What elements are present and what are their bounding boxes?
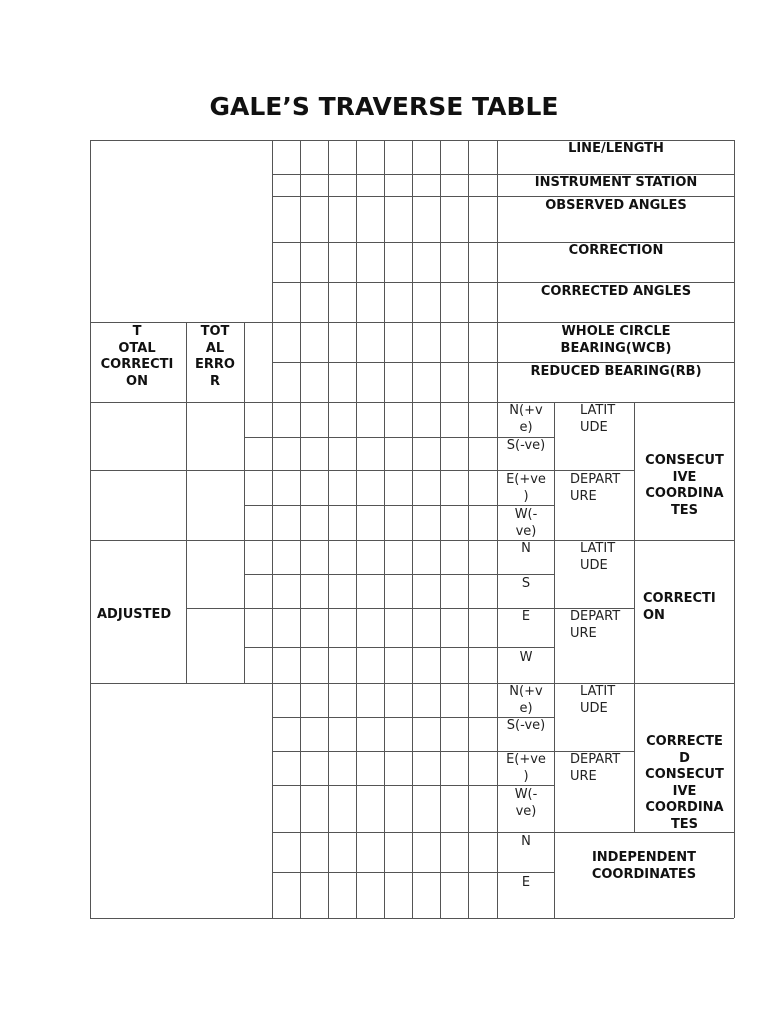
correction-south: S [521,576,531,591]
header-line-length: LINE/LENGTH [568,141,664,156]
header-reduced-bearing: REDUCED BEARING(RB) [530,364,702,379]
independent-east: E [521,875,531,890]
correction-east: E [521,609,531,624]
header-whole-circle-bearing: WHOLE CIRCLE BEARING(WCB) [560,324,672,356]
page-title: GALE’S TRAVERSE TABLE [209,92,559,121]
header-observed-angles: OBSERVED ANGLES [545,198,687,213]
corrected-departure: DEPART URE [570,752,621,784]
consecutive-north: N(+v e) [509,403,543,435]
independent-coordinates-label: INDEPENDENT COORDINATES [591,850,697,882]
header-adjusted: ADJUSTED [97,607,172,622]
correction-label: CORRECTI ON [643,591,716,623]
correction-north: N [521,541,531,556]
correction-latitude: LATIT UDE [580,541,616,573]
corrected-east: E(+ve ) [506,752,546,784]
consecutive-coordinates-label: CONSECUT IVE COORDINA TES [645,453,724,518]
corrected-south: S(-ve) [506,718,546,733]
header-corrected-angles: CORRECTED ANGLES [540,284,692,299]
header-instrument-station: INSTRUMENT STATION [534,175,698,190]
corrected-latitude: LATIT UDE [580,684,616,716]
consecutive-east: E(+ve ) [506,472,546,504]
header-total-error: TOT AL ERRO R [195,324,235,389]
corrected-consecutive-label: CORRECTE D CONSECUT IVE COORDINA TES [645,734,724,832]
header-correction: CORRECTION [568,243,664,258]
correction-departure: DEPART URE [570,609,621,641]
consecutive-west: W(- ve) [514,507,538,539]
header-total-correction: T OTAL CORRECTI ON [100,324,174,389]
consecutive-latitude: LATIT UDE [580,403,616,435]
independent-north: N [521,834,531,849]
consecutive-south: S(-ve) [506,438,546,453]
corrected-west: W(- ve) [514,787,538,819]
correction-west: W [519,650,533,665]
corrected-north: N(+v e) [509,684,543,716]
consecutive-departure: DEPART URE [570,472,621,504]
